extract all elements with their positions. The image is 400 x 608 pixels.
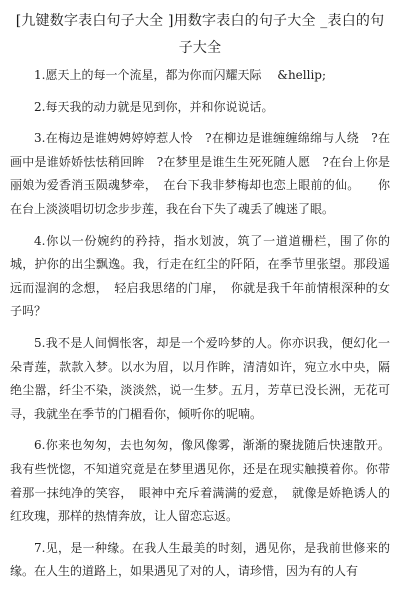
paragraph-4: 4.你以一份婉约的矜持，指水划波，筑了一道道栅栏，围了你的城，护你的出尘飘逸。我，行走在红尘的阡陌，在季节里张望。那段遥远而湿润的念想， 轻启我思绪的门扉， 你就是我千年前情根深种的女子吗？ (10, 233, 390, 319)
paragraph-6: 6.你来也匆匆，去也匆匆，像风像雾，渐渐的聚拢随后快速散开。我有些恍惚，不知道究竟是在梦里遇见你，还是在现实触摸着你。你带着那一抹纯净的笑容， 眼神中充斥着满满的爱意， 就像是娇艳诱人的红玫瑰，那样的热情奔放，让人留恋忘返。 (10, 438, 390, 524)
article-body (10, 64, 390, 584)
paragraph-7: 7.见，是一种缘。在我人生最美的时刻，遇见你，是我前世修来的缘。在人生的道路上，如果遇见了对的人，请珍惜，因为有的人有 (10, 540, 390, 579)
paragraph-2: 2.每天我的动力就是见到你，并和你说说话。 (34, 99, 274, 114)
paragraph-5: 5.我不是人间惆怅客，却是一个爱吟梦的人。你亦识我，便幻化一朵青莲，款款入梦。以水为眉，以月作眸，清清如许，宛立水中央，隔绝尘嚣，纤尘不染，淡淡然，说一生梦。五月，芳草已没长洲，无花可寻，我就坐在季节的门楣看你，倾听你的呢喃。 (10, 335, 390, 421)
paragraph-1: 1.愿天上的每一个流星，都为你而闪耀天际 &hellip; (34, 68, 327, 82)
page-title: [九键数字表白句子大全 ]用数字表白的句子大全 _表白的句子大全 (15, 13, 385, 56)
paragraph-3: 3.在梅边是谁娉娉婷婷惹人怜 ?在柳边是谁缠缠绵绵与人绕 ?在画中是谁娇娇怯怯稍回眸 ?在梦里是谁生生死死随人愿 ?在台上你是丽娘为爱香消玉陨魂梦牵， 在台下我非梦梅却也恋上眼前的仙。 你在台上淡淡唱切切念步步莲，我在台下失了魂丢了魄迷了眼。 (10, 131, 390, 216)
